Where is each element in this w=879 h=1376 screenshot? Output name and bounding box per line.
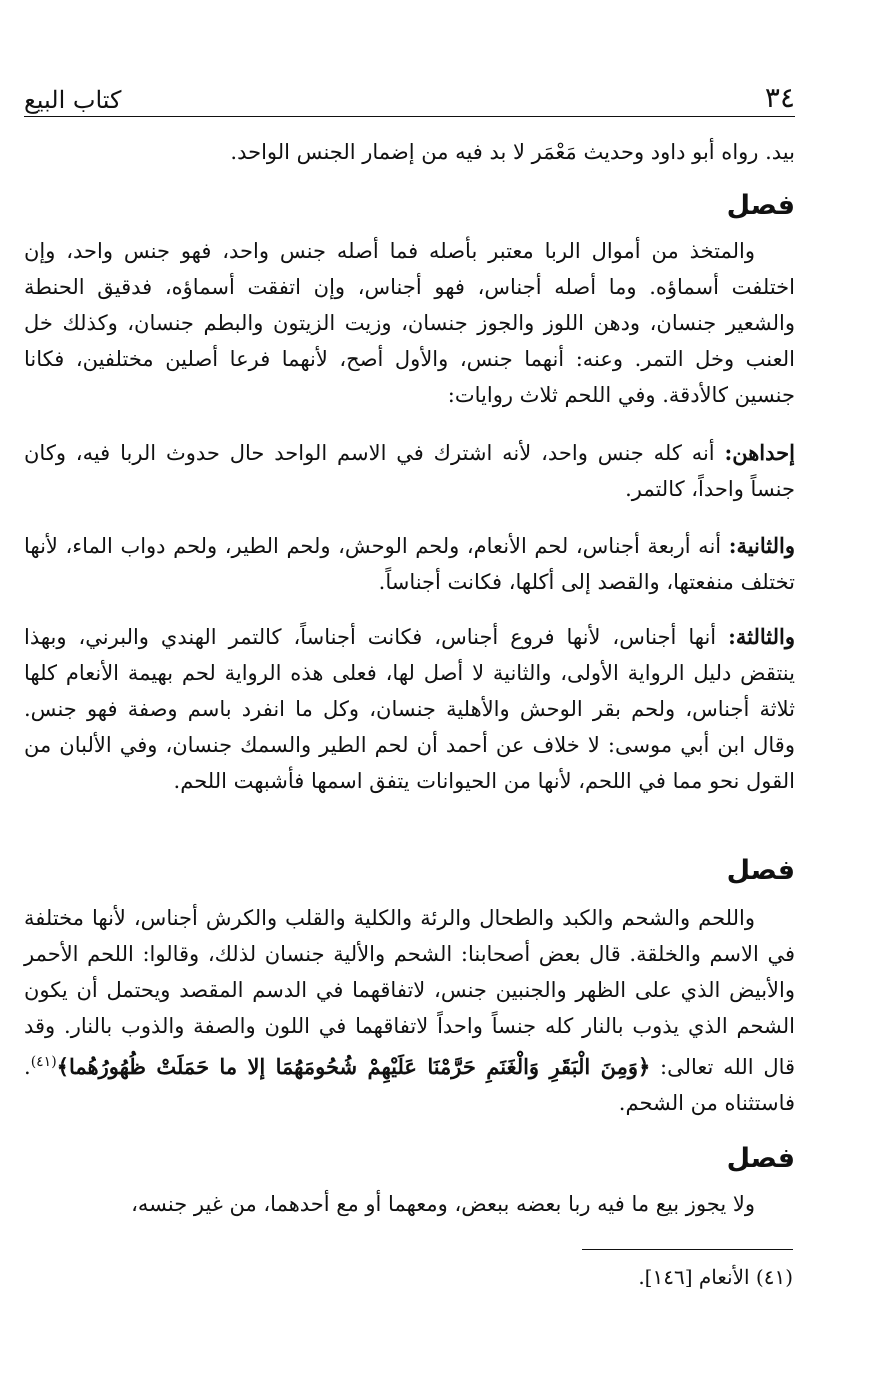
narration-2-text: أنه أربعة أجناس، لحم الأنعام، ولحم الوحش، ولحم الطير، ولحم دواب الماء، لأنها تختلف منفعتها، والقصد إلى أكلها، فكانت أجناساً. bbox=[24, 534, 795, 594]
quran-verse: ﴿وَمِنَ الْبَقَرِ وَالْغَنَمِ حَرَّمْنَا عَلَيْهِمْ شُحُومَهُمَا إلا ما حَمَلَتْ ظُهُورُهُما﴾ bbox=[56, 1054, 651, 1079]
section-2-closing: . فاستثناه من الشحم. bbox=[24, 1055, 795, 1115]
footnote-rule bbox=[582, 1249, 793, 1250]
intro-paragraph bbox=[24, 134, 795, 170]
intro-text: بيد. رواه أبو داود وحديث مَعْمَر لا بد فيه من إضمار الجنس الواحد. bbox=[230, 140, 795, 164]
section-3-paragraph: ولا يجوز بيع ما فيه ربا بعضه ببعض، ومعهما أو مع أحدهما، من غير جنسه، bbox=[131, 1192, 755, 1216]
narration-3 bbox=[24, 619, 795, 799]
section-3-body bbox=[24, 1186, 795, 1222]
section-1-paragraph: والمتخذ من أموال الربا معتبر بأصله فما أصله جنس واحد، فهو جنس واحد، وإن اختلفت أسماؤه. وما أصله أجناس، فهو أجناس، وإن اتفقت أسماؤه، فدقيق الحنطة والشعير جنسان، ودهن اللوز والجوز جنسان، وزيت الزيتون والبطم جنسان، وكذلك خل العنب وخل التمر. وعنه: أنهما جنس، والأول أصح، لأنهما فرعا أصلين مختلفين، فكانا جنسين كالأدقة. وفي اللحم ثلاث روايات: bbox=[24, 239, 796, 407]
narration-1-text: أنه كله جنس واحد، لأنه اشترك في الاسم الواحد حال حدوث الربا فيه، وكان جنساً واحداً، كالتمر. bbox=[24, 441, 795, 501]
narration-3-text: أنها أجناس، لأنها فروع أجناس، فكانت أجناساً، كالتمر الهندي والبرني، وبهذا ينتقض دليل الرواية الأولى، والثانية لا أصل لها، فعلى هذه الرواية لحم بهيمة الأنعام كلها ثلاثة أجناس، ولحم بقر الوحش والأهلية جنسان، وكل ما انفرد باسم وصفة فهو جنس. وقال ابن أبي موسى: لا خلاف عن أحمد أن لحم الطير والسمك جنسان، وفي الألبان من القول نحو مما في اللحم، لأنها من الحيوانات يتفق اسمها فأشبهت اللحم. bbox=[24, 625, 795, 793]
narration-3-paragraph bbox=[24, 619, 795, 799]
section-heading-2: فصل bbox=[726, 855, 795, 886]
narration-3-lead: والثالثة: bbox=[728, 624, 795, 649]
narration-1-paragraph bbox=[24, 435, 795, 507]
header-rule bbox=[24, 116, 795, 117]
narration-2-lead: والثانية: bbox=[728, 533, 795, 558]
running-header bbox=[24, 74, 795, 114]
narration-2 bbox=[24, 528, 795, 600]
section-2-paragraph bbox=[24, 900, 795, 1121]
page-number: ٣٤ bbox=[764, 81, 795, 114]
narration-1 bbox=[24, 435, 795, 507]
section-2-body bbox=[24, 900, 795, 1121]
section-heading-1: فصل bbox=[726, 190, 795, 221]
section-2-text: واللحم والشحم والكبد والطحال والرئة والكلية والقلب والكرش أجناس، لأنها مختلفة في الاسم والخلقة. قال بعض أصحابنا: الشحم والألية جنسان لذلك، وقالوا: اللحم الأحمر والأبيض الذي على الظهر والجنبين جنس، لاتفاقهما في الدسم المقصد ويحتمل أن يكون الشحم الذي يذوب بالنار كله جنساً واحداً لاتفاقهما في اللون والصفة والذوب بالنار. وقد قال الله تعالى: bbox=[24, 906, 796, 1079]
footnote-reference[interactable]: (٤١) bbox=[30, 1054, 57, 1070]
narration-2-paragraph bbox=[24, 528, 795, 600]
section-1-body bbox=[24, 233, 795, 413]
section-heading-3: فصل bbox=[726, 1143, 795, 1174]
footnote: (٤١) الأنعام [١٤٦]. bbox=[638, 1265, 793, 1289]
narration-1-lead: إحداهن: bbox=[724, 440, 795, 465]
book-title: كتاب البيع bbox=[24, 86, 122, 114]
